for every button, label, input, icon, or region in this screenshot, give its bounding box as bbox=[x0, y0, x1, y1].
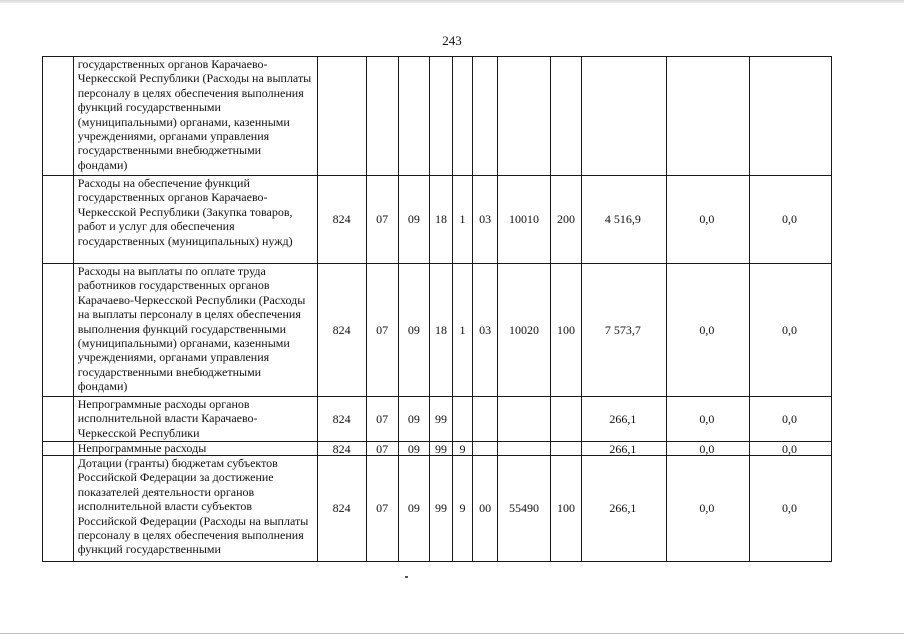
subsection-code-cell bbox=[398, 57, 430, 176]
expense-type-code-cell bbox=[551, 397, 582, 442]
row-index-cell bbox=[43, 264, 74, 397]
section-code-cell: 07 bbox=[366, 176, 398, 264]
section-code-cell: 07 bbox=[366, 442, 398, 456]
amount-year-1-cell bbox=[581, 57, 666, 176]
direction-code-cell bbox=[497, 397, 550, 442]
subprogram-code-cell bbox=[452, 57, 472, 176]
ministry-code-cell: 824 bbox=[317, 442, 366, 456]
table-row bbox=[43, 456, 832, 562]
expense-type-code-cell bbox=[551, 57, 582, 176]
direction-code-cell: 55490 bbox=[497, 456, 550, 562]
section-code-cell: 07 bbox=[366, 264, 398, 397]
program-code-cell: 99 bbox=[430, 442, 453, 456]
amount-year-1-cell: 266,1 bbox=[581, 456, 666, 562]
subprogram-code-cell: 1 bbox=[452, 264, 472, 397]
table-row bbox=[43, 57, 832, 176]
activity-code-cell: 03 bbox=[473, 176, 498, 264]
expense-name-cell: государственных органов Карачаево-Черкесской Республики (Расходы на выплаты персоналу в целях обеспечения выполнения функций государственными (муниципальными) органами, казенными учреждениями, органами управления государственными внебюджетными фондами) bbox=[73, 57, 317, 176]
amount-year-3-cell: 0,0 bbox=[749, 176, 831, 264]
amount-year-2-cell: 0,0 bbox=[666, 397, 749, 442]
amount-year-2-cell: 0,0 bbox=[666, 264, 749, 397]
subprogram-code-cell bbox=[452, 397, 472, 442]
amount-year-1-cell: 266,1 bbox=[581, 397, 666, 442]
expense-name-cell: Расходы на обеспечение функций государственных органов Карачаево-Черкесской Республики (Закупка товаров, работ и услуг для обеспечения государственных (муниципальных) нужд) bbox=[73, 176, 317, 264]
row-index-cell bbox=[43, 456, 74, 562]
budget-table bbox=[42, 56, 832, 562]
expense-name-cell: Непрограммные расходы органов исполнительной власти Карачаево-Черкесской Республики bbox=[73, 397, 317, 442]
amount-year-1-cell: 266,1 bbox=[581, 442, 666, 456]
scan-speck bbox=[405, 576, 408, 578]
activity-code-cell: 00 bbox=[473, 456, 498, 562]
table-row bbox=[43, 397, 832, 442]
expense-name-cell: Дотации (гранты) бюджетам субъектов Российской Федерации за достижение показателей деятельности органов исполнительной власти субъектов Российской Федерации (Расходы на выплаты персоналу в целях обеспечения выполнения функций государственными bbox=[73, 456, 317, 562]
direction-code-cell bbox=[497, 442, 550, 456]
table-body bbox=[43, 57, 832, 562]
subprogram-code-cell: 9 bbox=[452, 442, 472, 456]
subprogram-code-cell: 9 bbox=[452, 456, 472, 562]
amount-year-1-cell: 7 573,7 bbox=[581, 264, 666, 397]
direction-code-cell bbox=[497, 57, 550, 176]
expense-name-cell: Расходы на выплаты по оплате труда работников государственных органов Карачаево-Черкесской Республики (Расходы на выплаты персоналу в целях обеспечения выполнения функций государственными (муниципальными) органами, казенными учреждениями, органами управления государственными внебюджетными фондами) bbox=[73, 264, 317, 397]
ministry-code-cell: 824 bbox=[317, 456, 366, 562]
amount-year-3-cell: 0,0 bbox=[749, 264, 831, 397]
expense-type-code-cell: 100 bbox=[551, 456, 582, 562]
section-code-cell: 07 bbox=[366, 397, 398, 442]
ministry-code-cell bbox=[317, 57, 366, 176]
ministry-code-cell: 824 bbox=[317, 264, 366, 397]
row-index-cell bbox=[43, 57, 74, 176]
table-row bbox=[43, 442, 832, 456]
program-code-cell: 18 bbox=[430, 264, 453, 397]
section-code-cell: 07 bbox=[366, 456, 398, 562]
expense-type-code-cell: 100 bbox=[551, 264, 582, 397]
amount-year-2-cell: 0,0 bbox=[666, 176, 749, 264]
page-number: 243 bbox=[442, 33, 462, 48]
amount-year-3-cell: 0,0 bbox=[749, 456, 831, 562]
section-code-cell bbox=[366, 57, 398, 176]
expense-type-code-cell: 200 bbox=[551, 176, 582, 264]
amount-year-3-cell: 0,0 bbox=[749, 442, 831, 456]
activity-code-cell: 03 bbox=[473, 264, 498, 397]
subsection-code-cell: 09 bbox=[398, 264, 430, 397]
row-index-cell bbox=[43, 176, 74, 264]
activity-code-cell bbox=[473, 57, 498, 176]
row-index-cell bbox=[43, 397, 74, 442]
row-index-cell bbox=[43, 442, 74, 456]
subsection-code-cell: 09 bbox=[398, 176, 430, 264]
program-code-cell bbox=[430, 57, 453, 176]
direction-code-cell: 10010 bbox=[497, 176, 550, 264]
scan-top-edge bbox=[0, 0, 904, 3]
amount-year-3-cell: 0,0 bbox=[749, 397, 831, 442]
expense-type-code-cell bbox=[551, 442, 582, 456]
activity-code-cell bbox=[473, 442, 498, 456]
table-row bbox=[43, 264, 832, 397]
amount-year-2-cell bbox=[666, 57, 749, 176]
program-code-cell: 99 bbox=[430, 397, 453, 442]
ministry-code-cell: 824 bbox=[317, 176, 366, 264]
scan-bottom-edge bbox=[0, 633, 904, 634]
subsection-code-cell: 09 bbox=[398, 456, 430, 562]
expense-name-cell: Непрограммные расходы bbox=[73, 442, 317, 456]
subsection-code-cell: 09 bbox=[398, 442, 430, 456]
amount-year-2-cell: 0,0 bbox=[666, 456, 749, 562]
activity-code-cell bbox=[473, 397, 498, 442]
direction-code-cell: 10020 bbox=[497, 264, 550, 397]
program-code-cell: 18 bbox=[430, 176, 453, 264]
ministry-code-cell: 824 bbox=[317, 397, 366, 442]
table-row bbox=[43, 176, 832, 264]
subsection-code-cell: 09 bbox=[398, 397, 430, 442]
amount-year-3-cell bbox=[749, 57, 831, 176]
amount-year-2-cell: 0,0 bbox=[666, 442, 749, 456]
amount-year-1-cell: 4 516,9 bbox=[581, 176, 666, 264]
program-code-cell: 99 bbox=[430, 456, 453, 562]
subprogram-code-cell: 1 bbox=[452, 176, 472, 264]
